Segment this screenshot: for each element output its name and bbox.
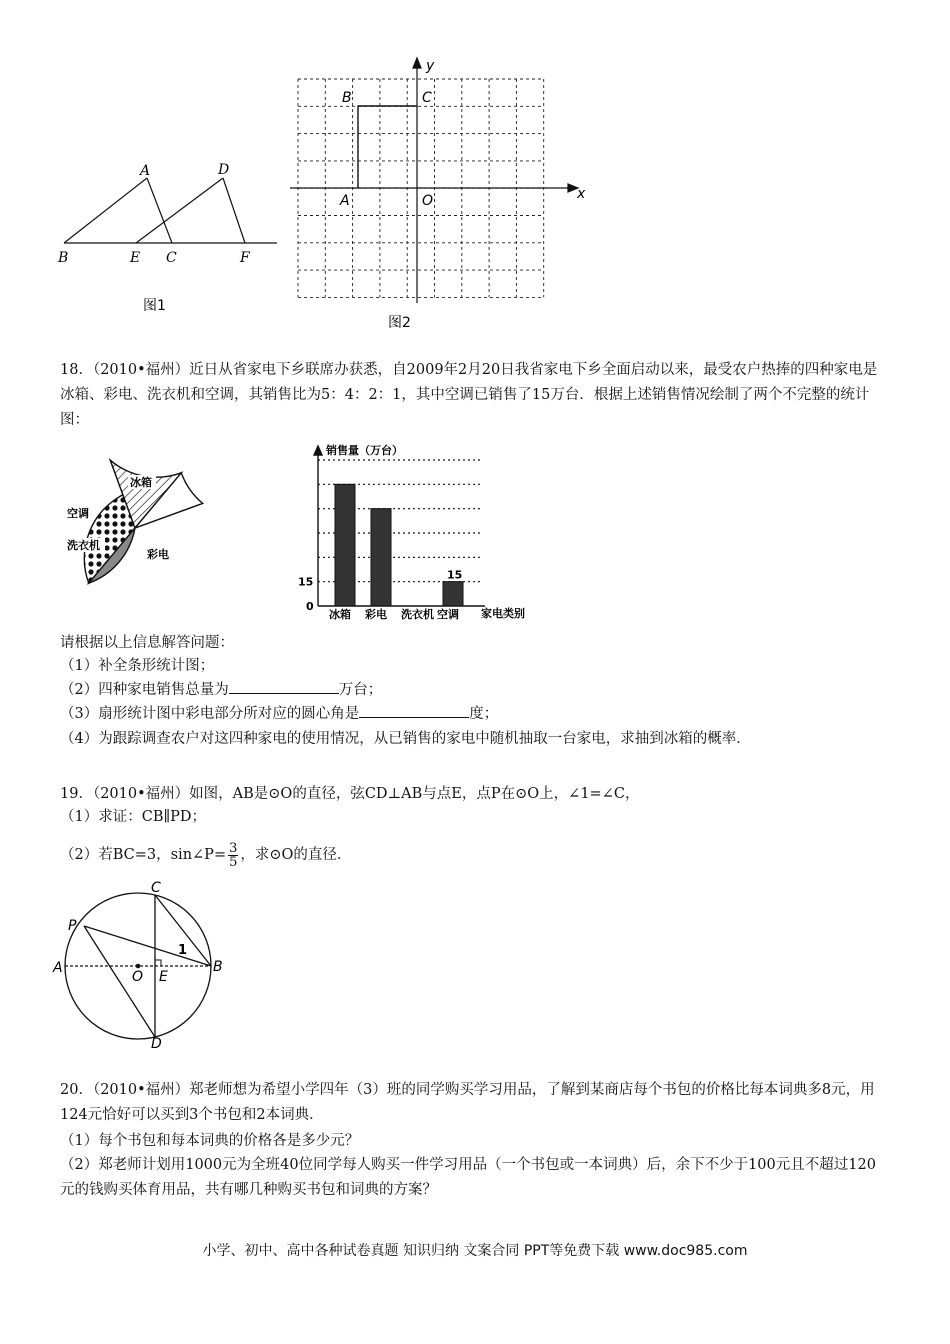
- axis-y-label: y: [426, 58, 435, 74]
- label-E: E: [130, 250, 141, 266]
- label-A: A: [140, 163, 151, 179]
- label-B: B: [58, 250, 69, 266]
- answer-blank[interactable]: [229, 679, 339, 694]
- bar-1: [371, 509, 391, 606]
- bar-category-label: 空调: [437, 608, 459, 621]
- bar-category-label: 彩电: [365, 608, 387, 621]
- pie-label-3: 空调: [67, 507, 89, 520]
- label-C: C: [151, 880, 161, 896]
- q20-item1: （1）每个书包和每本词典的价格各是多少元？: [60, 1133, 360, 1149]
- axis-x-label: x: [577, 186, 586, 202]
- label-O: O: [132, 969, 144, 985]
- bar-category-label: 洗衣机: [401, 608, 434, 621]
- label-B: B: [342, 90, 352, 106]
- q18-item3: [60, 703, 498, 725]
- bar-chart: [290, 440, 550, 625]
- pie-label-2: 洗衣机: [67, 539, 100, 552]
- figure-1-caption: 图1: [143, 298, 166, 314]
- q18-prompt: 请根据以上信息解答问题：: [60, 635, 234, 651]
- bar-3: [443, 582, 463, 606]
- pie-label-0: 冰箱: [130, 476, 152, 489]
- label-O: O: [422, 193, 434, 209]
- bar-xlabel: 家电类别: [481, 607, 525, 620]
- pie-chart: [55, 448, 215, 608]
- label-C: C: [422, 90, 432, 106]
- q18-item3-suffix: 度；: [469, 706, 499, 722]
- q19-item2-prefix: （2）若BC=3，sin∠P=: [60, 847, 227, 863]
- q19-item2-suffix: ，求⊙O的直径．: [240, 847, 352, 863]
- bar-0: [335, 484, 355, 606]
- label-C: C: [166, 250, 177, 266]
- label-D: D: [218, 162, 230, 178]
- fraction-numerator: 3: [229, 840, 238, 856]
- label-A: A: [340, 193, 350, 209]
- fraction-denominator: 5: [229, 854, 238, 870]
- pie-label-1: 彩电: [147, 548, 169, 561]
- label-P: P: [68, 918, 77, 934]
- ytick-label: 15: [298, 575, 314, 589]
- figure-2-caption: 图2: [388, 315, 411, 331]
- circle-figure: [50, 880, 240, 1050]
- figure-2: [290, 55, 600, 335]
- q20-stem: 20．（2010•福州）郑老师想为希望小学四年（3）班的同学购买学习用品，了解到某商店每个书包的价格比每本词典多8元，用124元恰好可以买到3个书包和2本词典．: [60, 1082, 875, 1123]
- fraction: [228, 842, 238, 869]
- q18-item3-text: （3）扇形统计图中彩电部分所对应的圆心角是: [60, 706, 360, 722]
- q18-item4: （4）为跟踪调查农户对这四种家电的使用情况，从已销售的家电中随机抽取一台家电，求抽到冰箱的概率．: [60, 731, 751, 747]
- footer-text: 小学、初中、高中各种试卷真题 知识归纳 文案合同 PPT等免费下载 www.doc985.com: [202, 1243, 748, 1259]
- angle-1-label: 1: [178, 943, 188, 958]
- q18-item2-text: （2）四种家电销售总量为: [60, 682, 229, 698]
- q18-stem: 18．（2010•福州）近日从省家电下乡联席办获悉，自2009年2月20日我省家电下乡全面启动以来，最受农户热捧的四种家电是冰箱、彩电、洗衣机和空调，其销售比为5：4：2：1，其中空调已销售了15万台．根据上述销售情况绘制了两个不完整的统计图：: [60, 362, 878, 428]
- q18-item1: （1）补全条形统计图；: [60, 658, 215, 674]
- q19-item2: [60, 838, 351, 872]
- label-B: B: [213, 959, 223, 975]
- ytick-label: 0: [306, 600, 314, 613]
- q19-stem: 19．（2010•福州）如图，AB是⊙O的直径，弦CD⊥AB与点E，点P在⊙O上，∠1=∠C，: [60, 786, 640, 802]
- figure-1: [50, 150, 280, 320]
- label-E: E: [159, 969, 168, 985]
- q19-item1: （1）求证：CB∥PD；: [60, 809, 207, 825]
- answer-blank[interactable]: [359, 703, 469, 718]
- bar-data-label: 15: [447, 568, 463, 582]
- bar-ylabel: 销售量（万台）: [326, 444, 403, 457]
- q18-item2-suffix: 万台；: [338, 682, 383, 698]
- label-A: A: [53, 960, 63, 976]
- bar-category-label: 冰箱: [329, 608, 351, 621]
- label-D: D: [151, 1036, 162, 1050]
- q18-item2: [60, 679, 382, 701]
- q20-item2: （2）郑老师计划用1000元为全班40位同学每人购买一件学习用品（一个书包或一本词典）后，余下不少于100元且不超过120元的钱购买体育用品，共有哪几种购买书包和词典的方案？: [60, 1157, 876, 1198]
- label-F: F: [240, 250, 250, 266]
